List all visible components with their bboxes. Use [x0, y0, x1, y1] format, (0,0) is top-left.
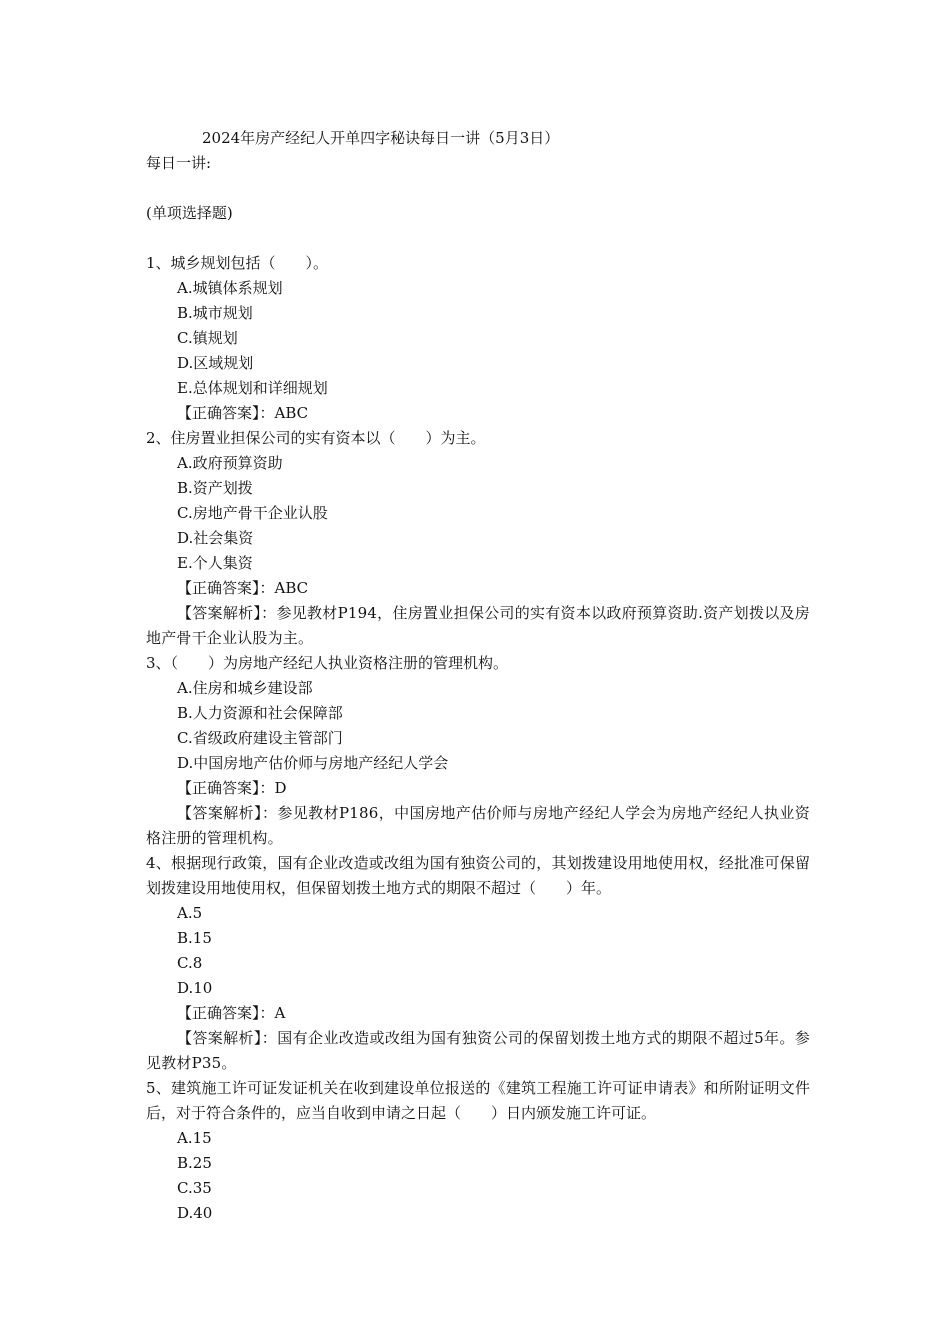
- option-c: C.8: [177, 954, 203, 972]
- section-label: (单项选择题): [146, 204, 233, 222]
- option-d: D.40: [177, 1204, 213, 1222]
- option-a: A.5: [177, 904, 203, 922]
- answer-analysis: 【答案解析】：参见教材P186，中国房地产估价师与房地产经纪人学会为房地产经纪人执业资格注册的管理机构。: [146, 804, 810, 847]
- spacer: [146, 226, 810, 251]
- question-stem: 2、住房置业担保公司的实有资本以（ ）为主。: [146, 429, 486, 447]
- question-2: [146, 426, 810, 651]
- document-body: [146, 126, 810, 1226]
- option-b: B.人力资源和社会保障部: [177, 704, 343, 722]
- option-a: A.住房和城乡建设部: [177, 679, 313, 697]
- correct-answer: 【正确答案】：D: [177, 779, 287, 797]
- option-d: D.社会集资: [177, 529, 254, 547]
- question-1: [146, 251, 810, 426]
- answer-analysis: 【答案解析】：参见教材P194，住房置业担保公司的实有资本以政府预算资助.资产划拨以及房地产骨干企业认股为主。: [146, 604, 810, 647]
- question-5: [146, 1076, 810, 1226]
- spacer: [146, 176, 810, 201]
- answer-analysis: 【答案解析】：国有企业改造或改组为国有独资公司的保留划拨土地方式的期限不超过5年。参见教材P35。: [146, 1029, 810, 1072]
- option-b: B.城市规划: [177, 304, 253, 322]
- option-c: C.房地产骨干企业认股: [177, 504, 328, 522]
- question-stem: 4、根据现行政策，国有企业改造或改组为国有独资公司的，其划拨建设用地使用权，经批准可保留划拨建设用地使用权，但保留划拨土地方式的期限不超过（ ）年。: [146, 854, 810, 897]
- question-3: [146, 651, 810, 851]
- option-c: C.镇规划: [177, 329, 238, 347]
- option-e: E.个人集资: [177, 554, 253, 572]
- option-d: D.区域规划: [177, 354, 254, 372]
- page-title: 2024年房产经纪人开单四字秘诀每日一讲（5月3日）: [202, 129, 560, 147]
- question-stem: 3、（ ）为房地产经纪人执业资格注册的管理机构。: [146, 654, 509, 672]
- question-stem: 5、建筑施工许可证发证机关在收到建设单位报送的《建筑工程施工许可证申请表》和所附证明文件后，对于符合条件的，应当自收到申请之日起（ ）日内颁发施工许可证。: [146, 1079, 810, 1122]
- option-c: C.35: [177, 1179, 212, 1197]
- option-a: A.政府预算资助: [177, 454, 283, 472]
- option-b: B.15: [177, 929, 212, 947]
- option-a: A.15: [177, 1129, 212, 1147]
- option-c: C.省级政府建设主管部门: [177, 729, 343, 747]
- intro-label: 每日一讲:: [146, 154, 212, 172]
- question-4: [146, 851, 810, 1076]
- correct-answer: 【正确答案】：ABC: [177, 404, 309, 422]
- option-e: E.总体规划和详细规划: [177, 379, 328, 397]
- option-d: D.中国房地产估价师与房地产经纪人学会: [177, 754, 449, 772]
- option-d: D.10: [177, 979, 213, 997]
- correct-answer: 【正确答案】：ABC: [177, 579, 309, 597]
- correct-answer: 【正确答案】：A: [177, 1004, 286, 1022]
- option-b: B.25: [177, 1154, 212, 1172]
- option-a: A.城镇体系规划: [177, 279, 283, 297]
- question-stem: 1、城乡规划包括（ ）。: [146, 254, 329, 272]
- option-b: B.资产划拨: [177, 479, 253, 497]
